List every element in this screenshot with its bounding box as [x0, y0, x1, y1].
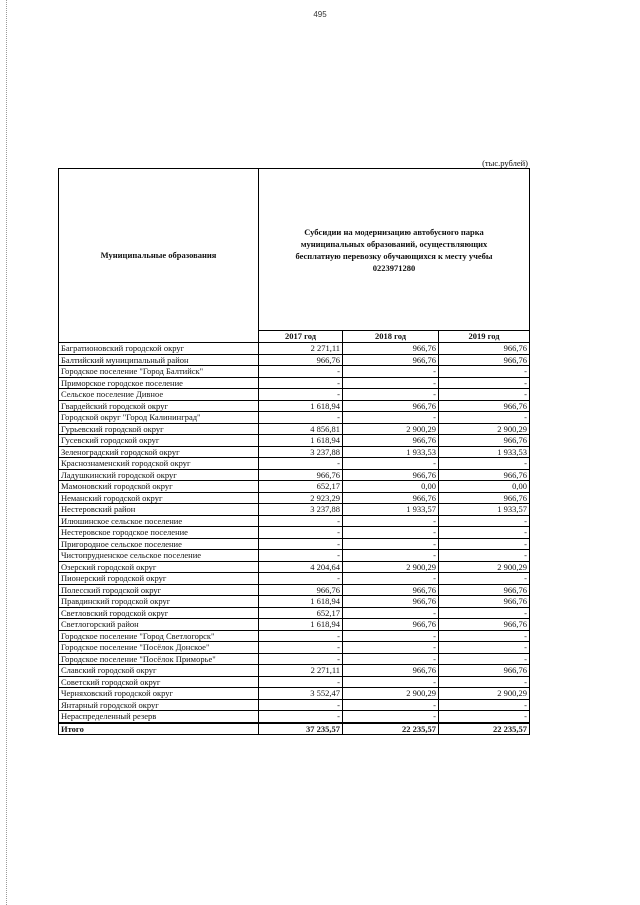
value-2017: 3 237,88: [259, 504, 343, 516]
units-label: (тыс.рублей): [482, 158, 528, 168]
table-row: [59, 596, 530, 608]
header-subsidy-line2: муниципальных образований, осуществляющих: [300, 238, 488, 249]
value-2018: -: [343, 653, 439, 665]
value-2019: 1 933,57: [439, 504, 530, 516]
value-2019: 966,76: [439, 400, 530, 412]
row-name: Пионерский городской округ: [59, 573, 259, 585]
value-2018: -: [343, 458, 439, 470]
value-2019: -: [439, 573, 530, 585]
value-2018: 966,76: [343, 619, 439, 631]
value-2018: 2 900,29: [343, 561, 439, 573]
table-row: [59, 665, 530, 677]
value-2017: -: [259, 653, 343, 665]
table-row: [59, 458, 530, 470]
value-2017: 3 237,88: [259, 446, 343, 458]
value-2018: 966,76: [343, 469, 439, 481]
value-2019: 966,76: [439, 492, 530, 504]
value-2019: -: [439, 550, 530, 562]
table-row: [59, 619, 530, 631]
table-row: [59, 653, 530, 665]
value-2017: 2 271,11: [259, 665, 343, 677]
row-name: Гвардейский городской округ: [59, 400, 259, 412]
header-year-2017: 2017 год: [259, 331, 343, 343]
value-2018: 2 900,29: [343, 423, 439, 435]
value-2017: 3 552,47: [259, 688, 343, 700]
value-2017: -: [259, 630, 343, 642]
table-row: [59, 688, 530, 700]
table-row: [59, 423, 530, 435]
row-name: Янтарный городской округ: [59, 699, 259, 711]
table-row: [59, 481, 530, 493]
table-row: [59, 607, 530, 619]
value-2018: -: [343, 642, 439, 654]
value-2018: -: [343, 515, 439, 527]
row-name: Советский городской округ: [59, 676, 259, 688]
table-row: [59, 400, 530, 412]
value-2018: -: [343, 699, 439, 711]
header-subsidy-line3: бесплатную перевозку обучающихся к месту учебы: [295, 250, 493, 261]
value-2018: -: [343, 630, 439, 642]
value-2019: -: [439, 699, 530, 711]
value-2017: 1 618,94: [259, 435, 343, 447]
scan-margin: [6, 0, 8, 905]
row-name: Ладушкинский городской округ: [59, 469, 259, 481]
table-row: [59, 366, 530, 378]
value-2018: -: [343, 550, 439, 562]
value-2018: -: [343, 607, 439, 619]
row-name: Приморское городское поселение: [59, 377, 259, 389]
value-2019: -: [439, 389, 530, 401]
row-name: Черняховский городской округ: [59, 688, 259, 700]
row-name: Городское поселение "Город Балтийск": [59, 366, 259, 378]
row-name: Мамоновский городской округ: [59, 481, 259, 493]
value-2019: 966,76: [439, 584, 530, 596]
header-municipality: Муниципальные образования: [59, 169, 259, 343]
table-row: [59, 492, 530, 504]
value-2019: 966,76: [439, 596, 530, 608]
row-name: Гусевский городской округ: [59, 435, 259, 447]
row-name: Правдинский городской округ: [59, 596, 259, 608]
value-2019: 966,76: [439, 619, 530, 631]
table-row: [59, 377, 530, 389]
row-name: Балтийский муниципальный район: [59, 354, 259, 366]
value-2019: 966,76: [439, 354, 530, 366]
header-subsidy-line1: Субсидии на модернизацию автобусного парка: [304, 226, 484, 237]
value-2019: 0,00: [439, 481, 530, 493]
value-2019: -: [439, 711, 530, 723]
value-2018: -: [343, 527, 439, 539]
value-2017: 966,76: [259, 584, 343, 596]
value-2017: 2 271,11: [259, 343, 343, 355]
row-name: Сельское поселение Дивное: [59, 389, 259, 401]
value-2018: -: [343, 377, 439, 389]
value-2019: 966,76: [439, 343, 530, 355]
value-2017: -: [259, 412, 343, 424]
value-2019: 22 235,57: [439, 723, 530, 735]
table-row: [59, 711, 530, 723]
row-name: Пригородное сельское поселение: [59, 538, 259, 550]
value-2019: -: [439, 538, 530, 550]
value-2018: 22 235,57: [343, 723, 439, 735]
table-row: [59, 412, 530, 424]
header-year-2018: 2018 год: [343, 331, 439, 343]
value-2017: -: [259, 458, 343, 470]
table-row: [59, 538, 530, 550]
row-name: Городское поселение "Посёлок Донское": [59, 642, 259, 654]
value-2019: 966,76: [439, 435, 530, 447]
value-2019: -: [439, 377, 530, 389]
table-row: [59, 446, 530, 458]
value-2017: -: [259, 699, 343, 711]
value-2019: -: [439, 642, 530, 654]
value-2019: 966,76: [439, 469, 530, 481]
table-row: [59, 343, 530, 355]
value-2018: 966,76: [343, 343, 439, 355]
value-2018: -: [343, 573, 439, 585]
value-2017: 2 923,29: [259, 492, 343, 504]
value-2018: 1 933,57: [343, 504, 439, 516]
value-2019: 1 933,53: [439, 446, 530, 458]
row-name: Городской округ "Город Калининград": [59, 412, 259, 424]
value-2017: 4 856,81: [259, 423, 343, 435]
value-2018: 966,76: [343, 584, 439, 596]
row-name: Илюшинское сельское поселение: [59, 515, 259, 527]
value-2018: 966,76: [343, 596, 439, 608]
value-2019: -: [439, 366, 530, 378]
value-2017: 652,17: [259, 607, 343, 619]
row-name: Зеленоградский городской округ: [59, 446, 259, 458]
value-2017: 652,17: [259, 481, 343, 493]
table-row: [59, 527, 530, 539]
table-row: [59, 504, 530, 516]
table-row: [59, 573, 530, 585]
table-row: [59, 435, 530, 447]
table-row: [59, 630, 530, 642]
value-2017: -: [259, 711, 343, 723]
value-2018: 2 900,29: [343, 688, 439, 700]
table-row: [59, 642, 530, 654]
value-2017: -: [259, 527, 343, 539]
value-2019: 2 900,29: [439, 423, 530, 435]
row-name: Нераспределенный резерв: [59, 711, 259, 723]
value-2019: -: [439, 412, 530, 424]
row-name: Гурьевский городской округ: [59, 423, 259, 435]
table-row: [59, 676, 530, 688]
subsidy-table: [58, 168, 530, 735]
table-row: [59, 515, 530, 527]
value-2017: -: [259, 573, 343, 585]
table-row: [59, 469, 530, 481]
row-name: Чистопрудненское сельское поселение: [59, 550, 259, 562]
value-2017: -: [259, 642, 343, 654]
value-2019: -: [439, 458, 530, 470]
row-name: Багратионовский городской округ: [59, 343, 259, 355]
value-2019: -: [439, 630, 530, 642]
value-2018: 966,76: [343, 400, 439, 412]
table-row: [59, 561, 530, 573]
value-2019: -: [439, 653, 530, 665]
row-name: Славский городской округ: [59, 665, 259, 677]
value-2017: -: [259, 676, 343, 688]
total-row: [59, 723, 530, 735]
row-name: Светловский городской округ: [59, 607, 259, 619]
value-2018: 966,76: [343, 435, 439, 447]
value-2017: -: [259, 366, 343, 378]
value-2019: -: [439, 527, 530, 539]
row-name: Нестеровское городское поселение: [59, 527, 259, 539]
value-2017: -: [259, 515, 343, 527]
value-2018: 966,76: [343, 354, 439, 366]
value-2017: 1 618,94: [259, 619, 343, 631]
value-2017: -: [259, 389, 343, 401]
value-2019: 966,76: [439, 665, 530, 677]
value-2019: -: [439, 607, 530, 619]
value-2017: -: [259, 377, 343, 389]
row-name: Городское поселение "Посёлок Приморье": [59, 653, 259, 665]
row-name: Нестеровский район: [59, 504, 259, 516]
value-2019: -: [439, 515, 530, 527]
table-row: [59, 584, 530, 596]
value-2017: 4 204,64: [259, 561, 343, 573]
value-2019: 2 900,29: [439, 561, 530, 573]
value-2018: -: [343, 389, 439, 401]
value-2018: 966,76: [343, 492, 439, 504]
value-2018: 0,00: [343, 481, 439, 493]
header-year-2019: 2019 год: [439, 331, 530, 343]
value-2017: 37 235,57: [259, 723, 343, 735]
value-2017: 1 618,94: [259, 400, 343, 412]
value-2018: -: [343, 676, 439, 688]
row-name: Городское поселение "Город Светлогорск": [59, 630, 259, 642]
value-2017: -: [259, 538, 343, 550]
table-row: [59, 354, 530, 366]
page-number: 495: [313, 10, 327, 19]
value-2017: 966,76: [259, 469, 343, 481]
value-2018: 966,76: [343, 665, 439, 677]
row-name: Краснознаменский городской округ: [59, 458, 259, 470]
table-row: [59, 550, 530, 562]
value-2019: 2 900,29: [439, 688, 530, 700]
row-name: Полесский городской округ: [59, 584, 259, 596]
value-2018: 1 933,53: [343, 446, 439, 458]
table-row: [59, 699, 530, 711]
header-subsidy: [259, 169, 530, 331]
value-2017: 966,76: [259, 354, 343, 366]
value-2017: -: [259, 550, 343, 562]
table-row: [59, 389, 530, 401]
value-2018: -: [343, 538, 439, 550]
table-body: [59, 343, 530, 735]
row-name: Итого: [59, 723, 259, 735]
row-name: Неманский городской округ: [59, 492, 259, 504]
value-2018: -: [343, 412, 439, 424]
row-name: Светлогорский район: [59, 619, 259, 631]
value-2018: -: [343, 366, 439, 378]
value-2019: -: [439, 676, 530, 688]
header-subsidy-code: 0223971280: [372, 262, 416, 273]
row-name: Озерский городской округ: [59, 561, 259, 573]
value-2017: 1 618,94: [259, 596, 343, 608]
value-2018: -: [343, 711, 439, 723]
